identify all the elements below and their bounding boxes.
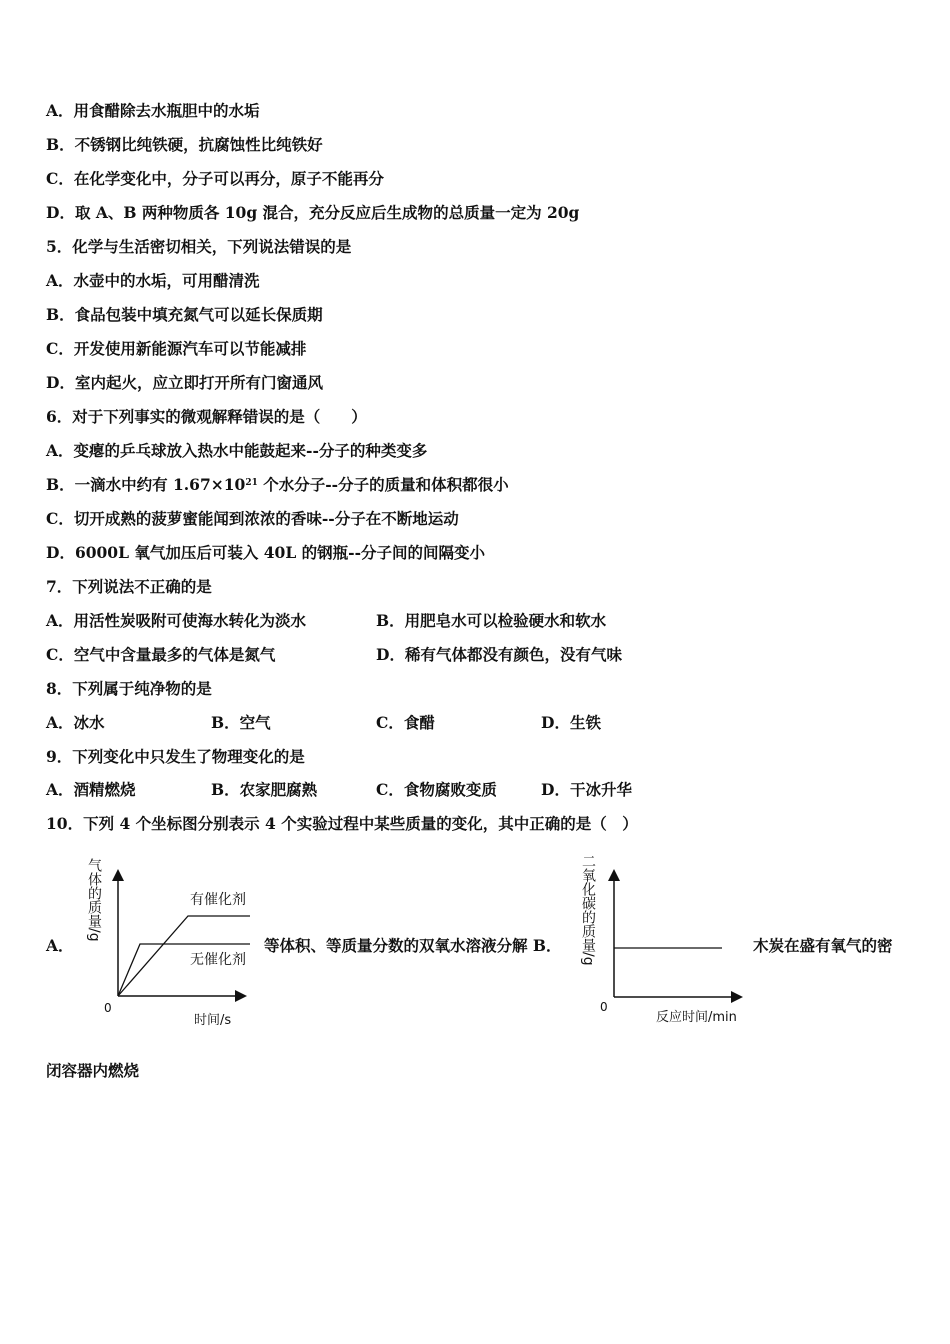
q7-option-a: A．用活性炭吸附可使海水转化为淡水	[46, 611, 307, 630]
q9-option-d: D．干冰升华	[541, 780, 632, 799]
graph-a	[82, 852, 262, 1030]
graph-a-xlabel: 时间/s	[194, 1013, 232, 1028]
q6-option-c: C．切开成熟的菠萝蜜能闻到浓浓的香味--分子在不断地运动	[46, 509, 459, 528]
q5-option-a: A．水壶中的水垢，可用醋清洗	[46, 271, 260, 290]
graph-a-curve2-label: 无催化剂	[190, 952, 246, 968]
q7-option-d: D．稀有气体都没有颜色，没有气味	[376, 645, 622, 664]
q9-option-b: B．农家肥腐熟	[211, 780, 318, 799]
graph-b-ylabel: 二氧化碳的质量/g	[580, 854, 596, 966]
q10-option-a-label: A．	[46, 936, 74, 955]
graph-b	[576, 850, 756, 1030]
graph-a-ylabel: 气体的质量/g	[86, 858, 102, 942]
q6-stem: 6．对于下列事实的微观解释错误的是（ ）	[46, 407, 367, 426]
q6-option-b-text-end: 个水分子--分子的质量和体积都很小	[257, 475, 509, 494]
q4-option-d: D．取 A、B 两种物质各 10g 混合，充分反应后生成物的总质量一定为 20g	[46, 203, 580, 222]
q7-stem: 7．下列说法不正确的是	[46, 577, 212, 596]
q6-option-d: D．6000L 氧气加压后可装入 40L 的钢瓶--分子间的间隔变小	[46, 543, 486, 562]
graph-b-xlabel: 反应时间/min	[656, 1010, 737, 1025]
q10-option-a-desc: 等体积、等质量分数的双氧水溶液分解 B．	[264, 936, 562, 955]
graph-a-curve1-label: 有催化剂	[190, 892, 246, 908]
q10-option-b-continuation: 闭容器内燃烧	[46, 1061, 140, 1080]
q10-option-b-desc: 木炭在盛有氧气的密	[753, 936, 893, 955]
q10-stem: 10．下列 4 个坐标图分别表示 4 个实验过程中某些质量的变化，其中正确的是（ ）	[46, 814, 638, 833]
q4-option-a: A．用食醋除去水瓶胆中的水垢	[46, 101, 260, 120]
graph-a-origin: 0	[104, 1001, 112, 1015]
q8-option-d: D．生铁	[541, 713, 601, 732]
q5-option-b: B．食品包装中填充氮气可以延长保质期	[46, 305, 323, 324]
q4-option-c: C．在化学变化中，分子可以再分，原子不能再分	[46, 169, 384, 188]
q6-option-b-text: B．一滴水中约有 1.67×10	[46, 475, 246, 494]
q8-option-a: A．冰水	[46, 713, 105, 732]
q5-option-d: D．室内起火，应立即打开所有门窗通风	[46, 373, 323, 392]
graph-b-origin: 0	[600, 1000, 608, 1014]
q9-option-c: C．食物腐败变质	[376, 780, 497, 799]
q7-option-c: C．空气中含量最多的气体是氮气	[46, 645, 276, 664]
q8-option-b: B．空气	[211, 713, 271, 732]
q6-option-a: A．变瘪的乒乓球放入热水中能鼓起来--分子的种类变多	[46, 441, 428, 460]
q4-option-b: B．不锈钢比纯铁硬，抗腐蚀性比纯铁好	[46, 135, 323, 154]
q5-option-c: C．开发使用新能源汽车可以节能减排	[46, 339, 307, 358]
q8-option-c: C．食醋	[376, 713, 435, 732]
q6-option-b-exponent: 21	[245, 478, 258, 488]
q8-stem: 8．下列属于纯净物的是	[46, 679, 212, 698]
q9-stem: 9．下列变化中只发生了物理变化的是	[46, 747, 305, 766]
q7-option-b: B．用肥皂水可以检验硬水和软水	[376, 611, 607, 630]
q5-stem: 5．化学与生活密切相关，下列说法错误的是	[46, 237, 352, 256]
q9-option-a: A．酒精燃烧	[46, 780, 136, 799]
q6-option-b	[46, 475, 509, 495]
